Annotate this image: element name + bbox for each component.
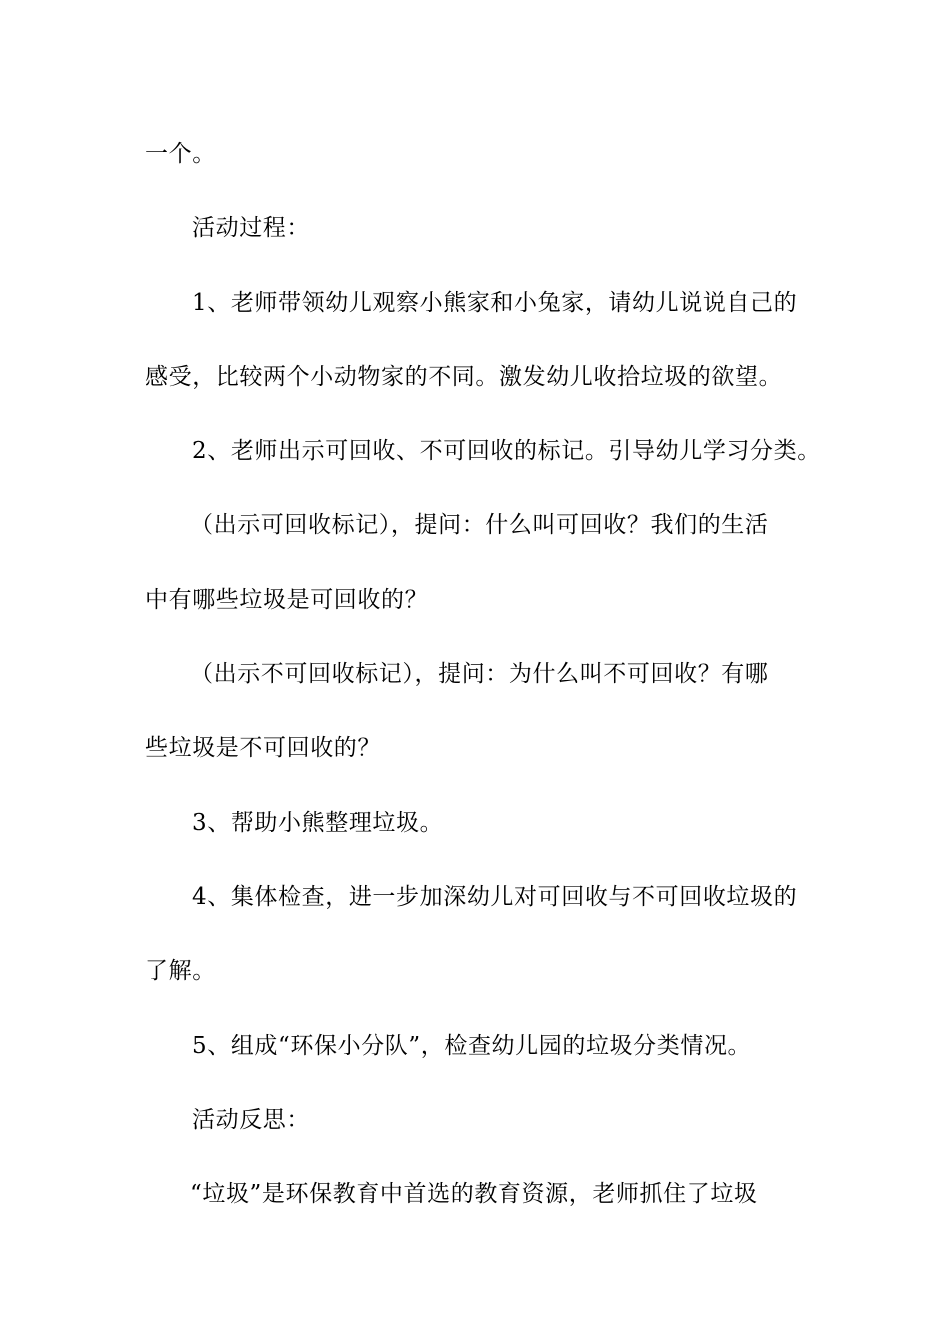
step-4-continuation: 了解。 [145, 958, 216, 984]
non-recyclable-question-continuation: 些垃圾是不可回收的？ [145, 735, 381, 761]
section-heading-process: 活动过程： [192, 215, 310, 241]
text-line: 一个。 [145, 141, 216, 167]
recyclable-question-line: （出示可回收标记），提问：什么叫可回收？我们的生活 [190, 512, 769, 538]
step-5-line: 5、组成“环保小分队”，检查幼儿园的垃圾分类情况。 [192, 1033, 752, 1059]
step-4-line: 4、集体检查，进一步加深幼儿对可回收与不可回收垃圾的 [192, 884, 798, 910]
recyclable-question-continuation: 中有哪些垃圾是可回收的？ [145, 587, 429, 613]
step-1-continuation: 感受，比较两个小动物家的不同。激发幼儿收拾垃圾的欲望。 [145, 364, 783, 390]
section-heading-reflection: 活动反思： [192, 1107, 310, 1133]
step-1-line: 1、老师带领幼儿观察小熊家和小兔家，请幼儿说说自己的 [192, 290, 798, 316]
reflection-line: “垃圾”是环保教育中首选的教育资源，老师抓住了垃圾 [190, 1181, 758, 1207]
non-recyclable-question-line: （出示不可回收标记），提问：为什么叫不可回收？有哪 [190, 661, 769, 687]
step-3-line: 3、帮助小熊整理垃圾。 [192, 810, 444, 836]
step-2-line: 2、老师出示可回收、不可回收的标记。引导幼儿学习分类。 [192, 438, 821, 464]
